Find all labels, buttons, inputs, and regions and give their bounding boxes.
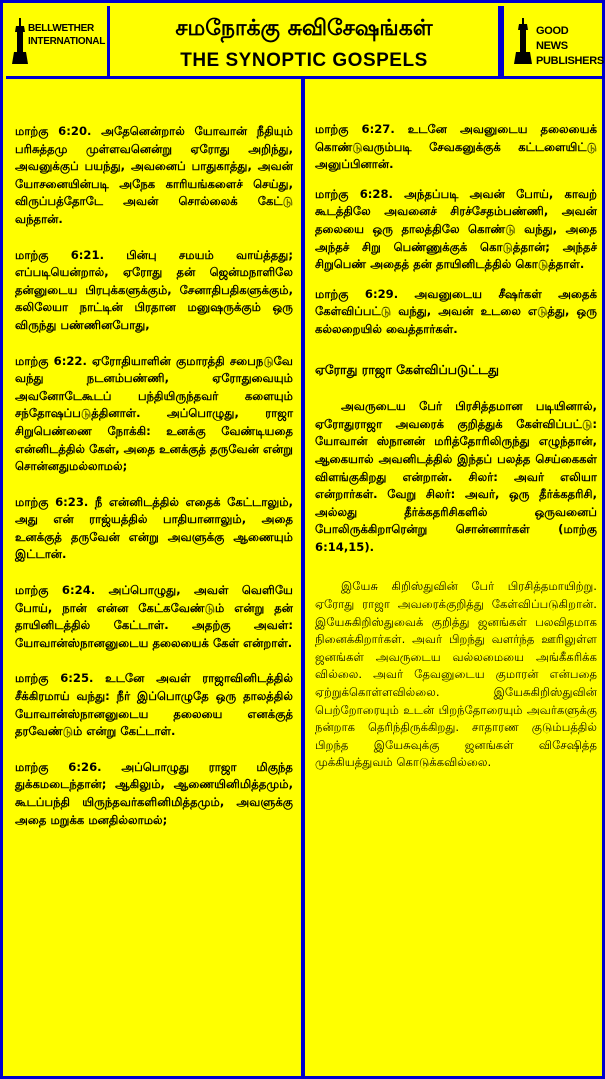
- title-box: [110, 6, 501, 76]
- header-bar: [6, 6, 605, 79]
- verse-paragraph: மாற்கு 6:27. உடனே அவனுடைய தலையைக் கொண்டுவரும்படி சேவகனுக்குக் கட்டளையிட்டு அனுப்பினான்.: [315, 122, 597, 172]
- left-logo-text: BELLWETHER INTERNATIONAL: [28, 23, 106, 47]
- right-logo-text: GOOD NEWS PUBLISHERS: [536, 25, 604, 67]
- good-news-logo-icon: [514, 18, 532, 64]
- verse-paragraph: மாற்கு 6:28. அந்தப்படி அவன் போய், காவற் கூடத்திலே அவனைச் சிரச்சேதம்பண்ணி, அவன் தலையை ஒரு தாலத்திலே கொண்டு வந்து, அதை அந்தச் சிறு பெண்ணுக்குக் கொடுத்தான்; அந்தச் சிறுபெண் அதைத் தன் தாயினிடத்தில் கொடுத்தாள்.: [315, 186, 597, 272]
- section-heading: ஏரோது ராஜா கேள்விப்படுட்டது: [315, 361, 499, 377]
- verse-paragraph: மாற்கு 6:25. உடனே அவள் ராஜாவினிடத்தில் சீக்கிரமாய் வந்து: நீர் இப்பொழுதே ஒரு தாலத்தில் யோவான்ஸ்நானனுடைய தலையை எனக்குத் தரவேண்டும் என்று கேட்டாள்.: [15, 671, 293, 739]
- verse-paragraph: மாற்கு 6:22. ஏரோதியாளின் குமாரத்தி சபைநடுவே வந்து நடனம்பண்ணி, ஏரோதுவையும் அவனோடேகூடப் பந்தியிருந்தவர் களையும் சந்தோஷப்படுத்தினாள். அப்பொழுது, ராஜா சிறுபெண்ணை நோக்கி: உனக்கு வேண்டியதை என்னிடத்தில் கேள், அதை உனக்குத் தருவேன் என்று சொன்னதுமல்லாமல்;: [15, 353, 293, 474]
- title-tamil: சமநோக்கு சுவிசேஷங்கள்: [175, 16, 433, 41]
- column-divider: [301, 79, 305, 1079]
- left-column: [15, 83, 293, 829]
- verse-paragraph: மாற்கு 6:26. அப்பொழுது ராஜா மிகுந்த துக்கமடைந்தான்; ஆகிலும், ஆணையினிமித்தமும், கூடப்பந்தி யிருந்தவர்களினிமித்தமும், அவளுக்கு அதை மறுக்க மனதில்லாமல்;: [15, 759, 293, 827]
- right-column: [315, 83, 597, 772]
- verse-paragraph: மாற்கு 6:23. நீ என்னிடத்தில் எதைக் கேட்டாலும், அது என் ராஜ்யத்தில் பாதியானாலும், அதை உனக்குத் தருவேன் என்று அவளுக்கு ஆணையும் இட்டான்.: [15, 494, 293, 562]
- verse-paragraph: மாற்கு 6:21. பின்பு சமயம் வாய்த்தது; எப்படியென்றால், ஏரோது தன் ஜென்மநாளிலே தன்னுடைய பிரபுக்களுக்கும், சேனாதிபதிகளுக்கும், கலிலேயா நாட்டின் பிரதான மனுஷருக்கும் ஒரு விருந்து பண்ணினபோது,: [15, 247, 293, 332]
- bellwether-logo-icon: [12, 18, 28, 64]
- title-english: THE SYNOPTIC GOSPELS: [180, 50, 428, 71]
- bellwether-logo: [6, 6, 110, 76]
- verse-paragraph: மாற்கு 6:24. அப்பொழுது, அவள் வெளியே போய், நான் என்ன கேட்கவேண்டும் என்று தன் தாயினிடத்தில் கேட்டாள். அதற்கு அவள்: யோவான்ஸ்நானனுடைய தலையைக் கேள் என்றாள்.: [15, 583, 293, 650]
- intro-paragraph: அவருடைய பேர் பிரசித்தமான படியினால், ஏரோதுராஜா அவரைக் குறித்துக் கேள்விப்பட்டு: யோவான் ஸ்நானன் மரித்தோரிலிருந்து எழுந்தான், ஆகையால் அவனிடத்தில் இந்தப் பலத்த செய்கைகள் விளங்குகிறது என்றான். சிலர்: அவர் எலியா என்றார்கள். வேறு சிலர்: அவர், ஒரு தீர்க்கதரிசி, அல்லது தீர்க்கதரிசிகளில் ஒருவனைப் போலிருக்கிறாரென்று சொன்னார்கள் (மாற்கு 6:14,15).: [315, 399, 597, 554]
- verse-paragraph: மாற்கு 6:29. அவனுடைய சீஷர்கள் அதைக் கேள்விப்பட்டு வந்து, அவன் உடலை எடுத்து, ஒரு கல்லறையில் வைத்தார்கள்.: [315, 286, 597, 336]
- commentary-paragraph: இயேசு கிறிஸ்துவின் பேர் பிரசித்தமாயிற்று. ஏரோது ராஜா அவரைக்குறித்து கேள்விப்படுகிறான். இயேசுகிறிஸ்துவைக் குறித்து ஜனங்கள் பலவிதமாக நினைக்கிறார்கள். அவர் பிறந்து வளர்ந்த ஊரிலுள்ள ஜனங்கள் அவருடைய வல்லமையை அங்கீகரிக்க வில்லை. அவர் தேவனுடைய குமாரன் என்பதை ஏற்றுக்கொள்ளவில்லை. இயேசுகிறிஸ்துவின் பெற்றோரையும் உடன் பிறந்தோரையும் அவர்களுக்கு நன்றாக தெரிந்திருக்கிறது. சாதாரண குடும்பத்தில் பிறந்த இயேசுவுக்கு ஜனங்கள் விசேஷித்த முக்கியத்துவம் கொடுக்கவில்லை.: [315, 579, 597, 770]
- good-news-logo: [501, 6, 605, 76]
- verse-paragraph: மாற்கு 6:20. அதேனென்றால் யோவான் நீதியும் பரிசுத்தமு முள்ளவனென்று ஏரோது அறிந்து, அவனுக்குப் பயந்து, அவனைப் பாதுகாத்து, அவன் யோசனையின்படி அநேக காரியங்களைச் செய்து, விருப்பத்தோடே அவன் சொல்லைக் கேட்டு வந்தான்.: [15, 124, 293, 226]
